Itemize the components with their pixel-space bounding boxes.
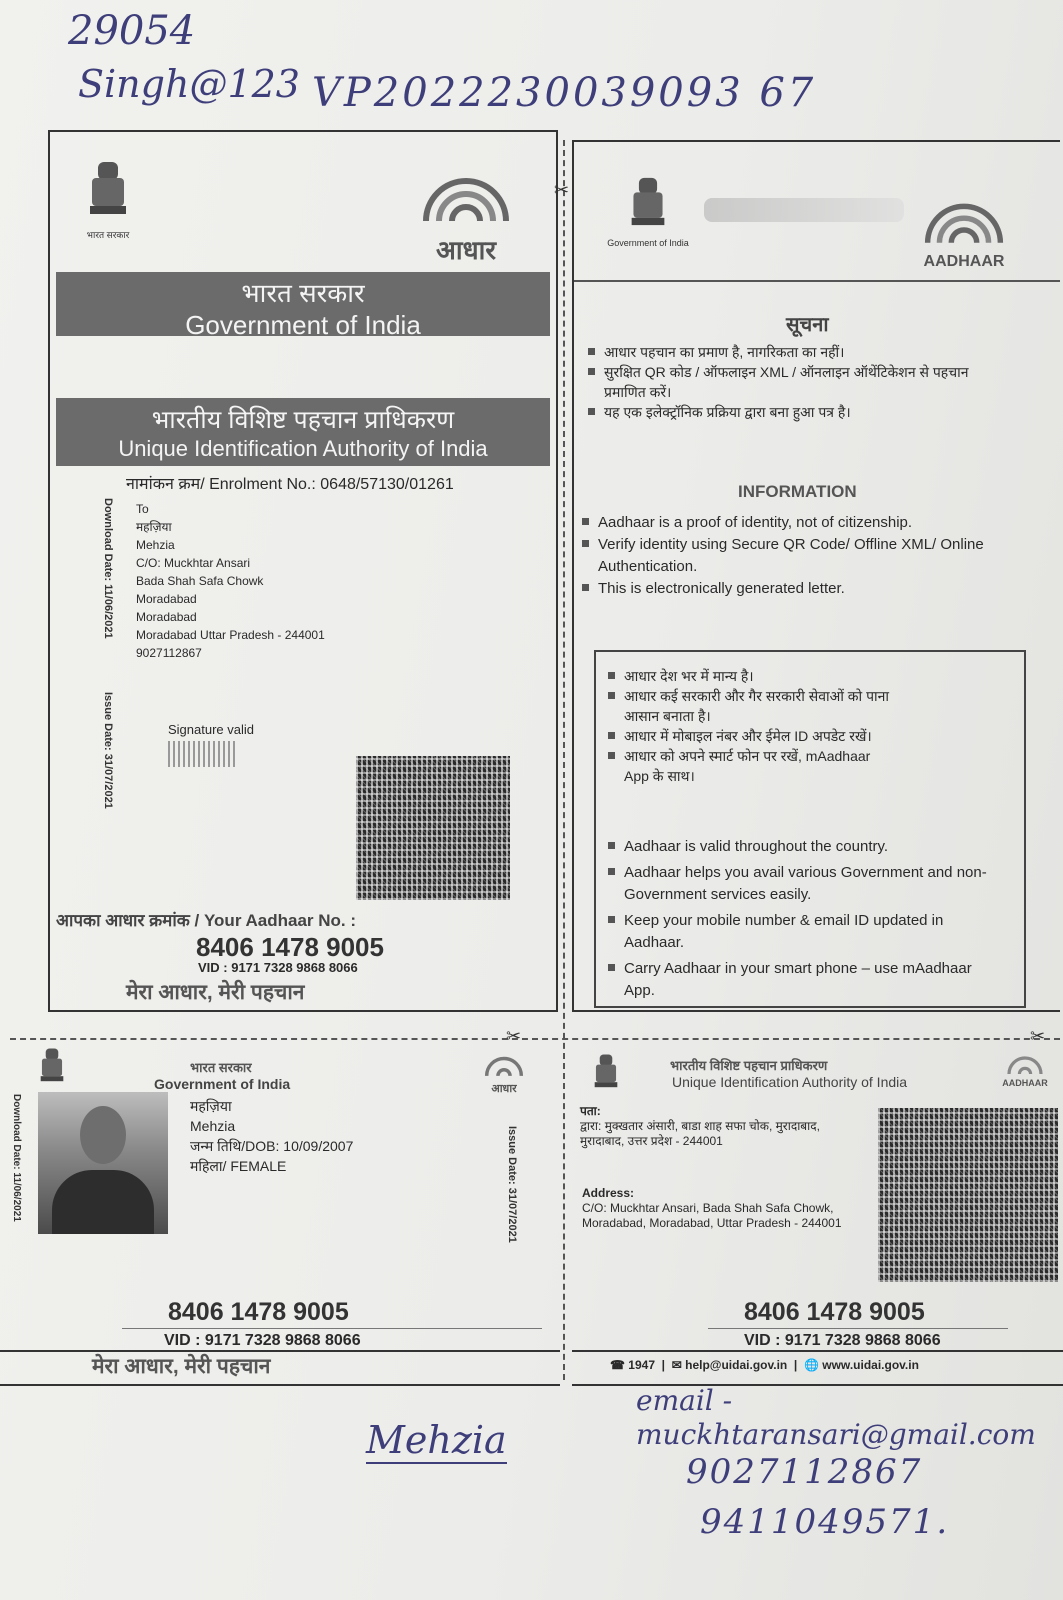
gov-english: Government of India — [185, 310, 421, 340]
card-logo-text: आधार — [491, 1083, 517, 1095]
enrolment-label: नामांकन क्रम/ Enrolment No.: — [126, 476, 316, 493]
tagline: मेरा आधार, मेरी पहचान — [126, 981, 305, 1004]
card-vid: VID : 9171 7328 9868 8066 — [164, 1332, 361, 1349]
aadhaar-card-back — [572, 1046, 1063, 1386]
emblem-icon — [37, 1046, 67, 1090]
national-emblem — [32, 1046, 72, 1090]
scissor-icon: ✂ — [554, 180, 570, 200]
uidai-hindi: भारतीय विशिष्ट पहचान प्राधिकरण — [151, 406, 455, 434]
enrolment-number: 0648/57130/01261 — [320, 476, 454, 493]
address-line: Moradabad — [136, 592, 197, 606]
card-divider — [122, 1328, 542, 1329]
box-hindi-item: आधार देश भर में मान्य है। — [608, 666, 898, 686]
box-hindi-item: आधार कई सरकारी और गैर सरकारी सेवाओं को पाना आसान बनाता है। — [608, 686, 898, 726]
box-english-item: Aadhaar is valid throughout the country. — [608, 836, 998, 858]
card-aadhaar-logo — [474, 1052, 534, 1096]
card-qr-code — [878, 1108, 1058, 1282]
holder-name: Mehzia — [190, 1118, 236, 1134]
address-line: 9027112867 — [136, 646, 202, 660]
vid-number: VID : 9171 7328 9868 8066 — [198, 960, 358, 975]
card-aadhaar-logo — [990, 1052, 1060, 1088]
address-label: Address: — [582, 1186, 635, 1200]
pata-label: पता: — [580, 1104, 601, 1118]
emblem-caption: Government of India — [607, 238, 689, 248]
card-contact-row: ☎ 1947 | ✉ help@uidai.gov.in | 🌐 www.uidai.gov.in — [610, 1358, 919, 1372]
address-line: To — [136, 502, 149, 516]
address-line: C/O: Muckhtar Ansari — [136, 556, 251, 570]
aadhaar-logo — [406, 166, 526, 267]
box-hindi-item: आधार में मोबाइल नंबर और ईमेल ID अपडेट रखें। — [608, 726, 898, 746]
recipient-address — [136, 500, 325, 662]
box-english-item: Keep your mobile number & email ID updated in Aadhaar. — [608, 910, 998, 954]
card-aadhaar-number: 8406 1478 9005 — [744, 1298, 925, 1326]
english-info-list — [582, 512, 1002, 600]
qr-code — [356, 756, 510, 900]
emblem-icon — [86, 158, 130, 228]
holder-gender: महिला/ FEMALE — [190, 1158, 287, 1174]
address-line: Bada Shah Safa Chowk — [136, 574, 264, 588]
national-emblem — [598, 174, 698, 248]
digital-signature-stamp — [168, 741, 238, 767]
gov-hindi: भारत सरकार — [241, 278, 365, 308]
holder-dob: जन्म तिथि/DOB: 10/09/2007 — [190, 1138, 354, 1154]
signature-valid — [168, 722, 254, 767]
download-date: Download Date: 11/06/2021 — [102, 498, 114, 639]
emblem-icon — [591, 1052, 621, 1096]
english-address — [582, 1186, 852, 1231]
gov-band — [56, 272, 550, 340]
pata-text: द्वारा: मुक्खतार अंसारी, बाडा शाह सफा चोक, मुरादाबाद, मुरादाबाद, उत्तर प्रदेश - 244001 — [580, 1119, 820, 1148]
aadhaar-logo-text: AADHAAR — [923, 253, 1005, 270]
card-divider — [708, 1328, 1008, 1329]
hindi-info-item: आधार पहचान का प्रमाण है, नागरिकता का नहीं। — [588, 342, 978, 362]
address-line: Moradabad — [136, 610, 197, 624]
uidai-band — [56, 398, 550, 466]
uidai-english: Unique Identification Authority of India — [118, 436, 488, 461]
help-email: help@uidai.gov.in — [685, 1358, 788, 1372]
card-download-date: Download Date: 11/06/2021 — [11, 1094, 22, 1222]
your-aadhaar-label: आपका आधार क्रमांक / Your Aadhaar No. : — [56, 911, 357, 930]
globe-icon: 🌐 — [803, 1358, 819, 1372]
address-line: Mehzia — [136, 538, 175, 552]
scissor-icon: ✂ — [1030, 1026, 1046, 1046]
aadhaar-fingerprint-icon — [479, 1052, 529, 1078]
helpline-number: 1947 — [628, 1358, 655, 1372]
letter-right-panel — [572, 140, 1060, 1012]
address-text: C/O: Muckhtar Ansari, Bada Shah Safa Chowk, Moradabad, Moradabad, Uttar Pradesh - 244001 — [582, 1201, 842, 1230]
address-line: Moradabad Uttar Pradesh - 244001 — [136, 628, 325, 642]
box-hindi-item: आधार को अपने स्मार्ट फोन पर रखें, mAadhaar App के साथ। — [608, 746, 898, 786]
english-info-item: This is electronically generated letter. — [582, 578, 1002, 600]
handwritten-app-id: VP2022230039093 67 — [312, 70, 817, 116]
photo-body — [52, 1170, 154, 1234]
card-footer-line — [0, 1350, 560, 1352]
aadhaar-card-front — [0, 1046, 560, 1386]
holder-name-hindi: महज़िया — [190, 1098, 232, 1114]
holder-photo — [38, 1092, 168, 1234]
divider — [574, 280, 1060, 282]
handwritten-password: Singh@123 — [78, 62, 300, 106]
card-footer-line — [572, 1350, 1063, 1352]
box-english-list — [608, 836, 998, 1002]
english-info-item: Aadhaar is a proof of identity, not of citizenship. — [582, 512, 1002, 534]
phone-icon: ☎ — [610, 1358, 625, 1372]
suchna-title: सूचना — [786, 314, 829, 336]
handwritten-phone-2: 9411049571. — [700, 1502, 950, 1542]
aadhaar-fingerprint-icon — [914, 192, 1014, 248]
aadhaar-number: 8406 1478 9005 — [196, 932, 384, 962]
hindi-address — [580, 1104, 860, 1149]
hindi-info-list — [588, 342, 978, 422]
info-title: INFORMATION — [738, 482, 857, 501]
aadhaar-fingerprint-icon — [1002, 1052, 1048, 1076]
photo-face — [80, 1106, 126, 1164]
hindi-info-item: यह एक इलेक्ट्रॉनिक प्रक्रिया द्वारा बना हुआ पत्र है। — [588, 402, 978, 422]
holder-details — [190, 1096, 353, 1176]
blurred-banner — [704, 198, 904, 222]
card-gov-english: Government of India — [154, 1076, 291, 1092]
card-gov-hindi: भारत सरकार — [190, 1060, 252, 1075]
info-box — [594, 650, 1026, 1008]
horizontal-cut-line — [10, 1038, 1060, 1040]
card-issue-date: Issue Date: 31/07/2021 — [506, 1126, 518, 1243]
card-aadhaar-number: 8406 1478 9005 — [168, 1298, 349, 1326]
handwritten-email: email - muckhtaransari@gmail.com — [636, 1384, 1036, 1451]
hindi-info-item: सुरक्षित QR कोड / ऑफलाइन XML / ऑनलाइन ऑथेंटिकेशन से पहचान प्रमाणित करें। — [588, 362, 978, 402]
aadhaar-logo — [904, 192, 1024, 271]
handwritten-phone-1: 9027112867 — [686, 1452, 923, 1492]
handwritten-signature: Mehzia — [366, 1418, 507, 1462]
card-vid: VID : 9171 7328 9868 8066 — [744, 1332, 941, 1349]
national-emblem — [586, 1052, 626, 1096]
scissor-icon: ✂ — [506, 1026, 522, 1046]
box-english-item: Aadhaar helps you avail various Government and non-Government services easily. — [608, 862, 998, 906]
emblem-caption: भारत सरकार — [86, 230, 130, 240]
english-info-item: Verify identity using Secure QR Code/ Offline XML/ Online Authentication. — [582, 534, 1002, 578]
enrolment-row — [126, 472, 454, 494]
card-uidai-hindi: भारतीय विशिष्ट पहचान प्राधिकरण — [670, 1058, 828, 1073]
aadhaar-logo-text: आधार — [436, 235, 496, 265]
card-uidai-english: Unique Identification Authority of India — [672, 1074, 908, 1090]
handwritten-number: 29054 — [68, 8, 196, 54]
letter-left-panel — [48, 130, 558, 1012]
address-line: महज़िया — [136, 520, 172, 534]
issue-date: Issue Date: 31/07/2021 — [102, 692, 114, 809]
vertical-cut-line — [563, 140, 565, 1380]
signature-valid-text: Signature valid — [168, 722, 254, 737]
mail-icon: ✉ — [671, 1358, 682, 1372]
card-logo-text: AADHAAR — [1002, 1078, 1048, 1088]
card-tagline: मेरा आधार, मेरी पहचान — [92, 1355, 271, 1378]
box-english-item: Carry Aadhaar in your smart phone – use mAadhaar App. — [608, 958, 998, 1002]
national-emblem — [78, 158, 138, 241]
aadhaar-fingerprint-icon — [411, 166, 521, 226]
website: www.uidai.gov.in — [822, 1358, 919, 1372]
emblem-icon — [628, 174, 668, 238]
box-hindi-list — [608, 666, 898, 786]
